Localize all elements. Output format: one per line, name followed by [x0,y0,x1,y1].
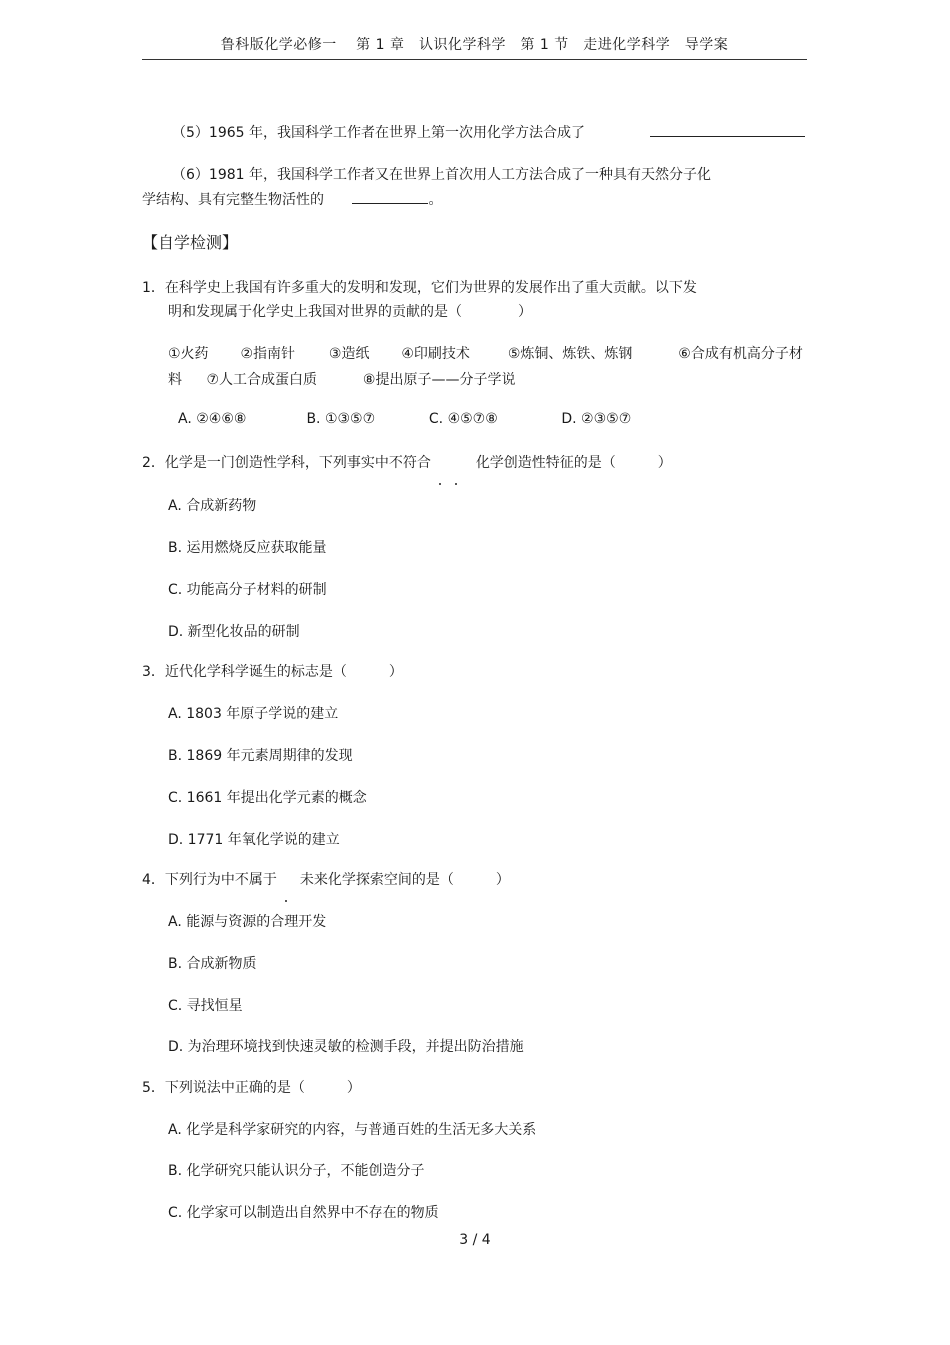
q2-choice-a: A. 合成新药物 [168,498,257,514]
q1-item: ⑧提出原子——分子学说 [362,372,516,388]
q1-choice-b: B. ①③⑤⑦ [306,411,376,427]
q4-stem [142,869,510,889]
page-header: 鲁科版化学必修一 第 1 章 认识化学科学 第 1 节 走进化学科学 导学案 [220,37,729,53]
q1-item: ③造纸 [328,346,370,362]
q3-choice-a: A. 1803 年原子学说的建立 [168,706,339,722]
q1-item: ②指南针 [240,346,296,362]
intro-item-6-line2 [142,189,442,209]
section-title: 【自学检测】 [142,233,239,252]
q1-item: ④印刷技术 [401,346,470,362]
q1-choice-a: A. ②④⑥⑧ [178,411,247,427]
q2-stem-post: 化学创造性特征的是（ ） [475,455,672,471]
q1-stem-line2: 明和发现属于化学史上我国对世界的贡献的是（ ） [168,304,532,320]
q2-choice-d: D. 新型化妆品的研制 [168,624,300,640]
q4-choice-d: D. 为治理环境找到快速灵敏的检测手段，并提出防治措施 [168,1039,524,1055]
q5-stem: 5．下列说法中正确的是（ ） [142,1080,361,1096]
q1-item: ⑤炼铜、炼铁、炼钢 [507,346,633,362]
q2-stem-pre: 2．化学是一门创造性学科，下列事实中不符合 [142,455,431,471]
q3-choice-c: C. 1661 年提出化学元素的概念 [168,790,367,806]
intro-item-5-blank [650,122,805,141]
q1-items-row2 [168,369,515,389]
q1-choice-d: D. ②③⑤⑦ [561,411,632,427]
q2-stem [142,452,672,472]
q3-choice-b: B. 1869 年元素周期律的发现 [168,748,353,764]
q1-choice-c: C. ④⑤⑦⑧ [428,411,498,427]
intro-item-6-blank [352,189,428,204]
intro-item-6-end: 。 [428,192,443,208]
q5-choice-c: C. 化学家可以制造出自然界中不存在的物质 [168,1205,439,1221]
q2-choice-c: C. 功能高分子材料的研制 [168,582,327,598]
intro-item-6-text: 学结构、具有完整生物活性的 [142,192,324,208]
q3-choice-d: D. 1771 年氧化学说的建立 [168,832,340,848]
q4-choice-c: C. 寻找恒星 [168,998,243,1014]
q3-stem: 3．近代化学科学诞生的标志是（ ） [142,664,403,680]
q4-choice-a: A. 能源与资源的合理开发 [168,914,327,930]
q1-choices [178,411,631,427]
intro-item-5 [172,122,585,142]
q2-choice-b: B. 运用燃烧反应获取能量 [168,540,327,556]
intro-item-5-text: （5）1965 年，我国科学工作者在世界上第一次用化学方法合成了 [172,125,585,141]
header-divider [142,59,807,60]
q1-items-row1 [168,343,803,363]
q5-choice-b: B. 化学研究只能认识分子，不能创造分子 [168,1163,425,1179]
q4-choice-b: B. 合成新物质 [168,956,257,972]
q1-item: ⑦人工合成蛋白质 [206,372,318,388]
q1-item: ⑥合成有机高分子材 [678,346,803,362]
q1-item: 料 [168,372,182,388]
page-number: 3 / 4 [459,1232,491,1248]
q4-stem-post: 未来化学探索空间的是（ ） [299,872,510,888]
q4-stem-pre: 4．下列行为中不属于 [142,872,277,888]
intro-item-6-line1: （6）1981 年，我国科学工作者又在世界上首次用人工方法合成了一种具有天然分子化 [172,167,711,183]
q1-item: ①火药 [168,346,209,362]
q1-stem-line1: 1．在科学史上我国有许多重大的发明和发现，它们为世界的发展作出了重大贡献。以下发 [142,280,697,296]
q5-choice-a: A. 化学是科学家研究的内容，与普通百姓的生活无多大关系 [168,1122,537,1138]
